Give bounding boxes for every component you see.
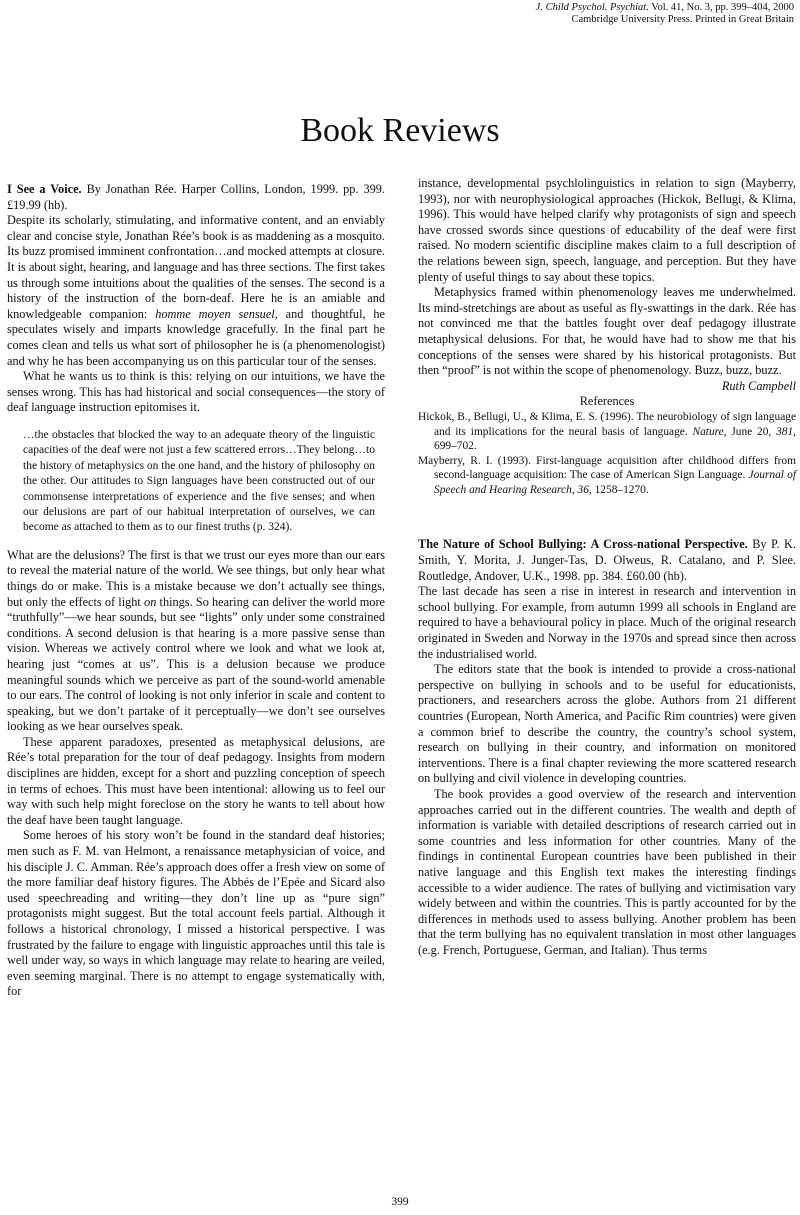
left-column [7,182,385,1000]
review-2-heading [418,537,796,584]
review-1-paragraph-6: Metaphysics framed within phenomenology leaves me underwhelmed. Its mind-stretchings are about as useful as fly-swattings in the dark. Rée has not convinced me that the battles fought over deaf pedagogy illustrate metaphysical delusions. For that, he would have had to show me that his conceptions of the senses were shared by his historical protagonists. But then “proof” is not within the scope of phenomenology. Buzz, buzz, buzz. [418,285,796,378]
paragraph-text: , and thoughtful, he speculates wisely and imparts knowledge gracefully. In the final part he comes clean and tells us what sort of philosopher he is (a phenomenologist) and why he has been accompanying us on this particular tour of the senses. [7,306,386,368]
paragraph-text: What are the delusions? The first is that we trust our eyes more than our ears to reveal the material nature of the world. We see things, but only hear what things do or make. This is a mistake because we don’t actually see things, but only the effects of light [7,547,385,609]
references-heading: References [579,394,635,409]
reference-journal: Nature [692,425,724,438]
review-2-paragraph-1: The last decade has seen a rise in interest in research and intervention in school bullying. For example, from autumn 1999 all schools in England are required to have a behavioural policy in place. Much of the original research originated in Sweden and Norway in the 1970s and spread since then across the industrialised world. [418,584,796,661]
review-1-heading [7,182,385,213]
journal-citation [536,2,794,14]
quote-text: …the obstacles that blocked the way to an adequate theory of the linguistic capacities of the deaf were not just a few scattered errors…They belong…to the history of metaphysics on the one hand, and the history of philosophy on the other. Our attitudes to Sign languages have been constructed out of our commonsense interpretations of experience and the five senses; and when our delusions are part of our habitual interpretation of ourselves, we can become as attached to them as to our finest truths (p. 324). [23,428,375,534]
reference-text: , June 20, [723,425,777,438]
journal-name: J. Child Psychol. Psychiat. [535,2,649,13]
reference-volume: 36 [577,483,589,496]
right-column [418,176,796,959]
emphasis-text: homme moyen sensuel [155,306,275,321]
block-quote [23,428,375,536]
review-2-book-title: The Nature of School Bullying: A Cross-national Perspective. [418,537,748,552]
page-number: 399 [391,1196,409,1208]
paragraph-text: Despite its scholarly, stimulating, and informative content, and an enviably clear and concise style, Jonathan Rée’s book is as maddening as a mosquito. Its buzz promised imminent confrontation…and mocked attempts at closure. It is about sight, hearing, and language and has three sections. The first takes us through some intuitions about the qualities of the senses. The second is a history of the instruction of the born-deaf. Here he is an amiable and knowledgeable companion: [7,213,385,321]
reference-text: , 699–702. [434,425,796,453]
review-1-paragraph-3 [7,548,385,735]
review-2-paragraph-3: The book provides a good overview of the research and intervention approaches carried out in the different countries. The wealth and depth of information is variable with detailed descriptions of research carried out in some countries and less information for other countries. Many of the findings in continental European countries have been published in their native language and this English text makes the interesting findings accessible to a wider audience. The rates of bullying and victimisation vary widely between and within the countries. This is partly accounted for by the differences in methods used to assess bullying. Another problem has been that the term bullying has no equivalent translation in most other languages (e.g. French, Portuguese, German, and Italian). Thus terms [418,786,796,957]
reference-text: , [571,483,578,496]
reviewer-name: Ruth Campbell [721,378,796,393]
review-2-book-meta: By P. K. Smith, Y. Morita, J. Junger-Tas, D. Olweus, R. Catalano, and P. Slee. Routledge, Andover, U.K., 1998. pp. 384. £60.00 (hb). [418,537,797,583]
review-1-paragraph-5: Some heroes of his story won’t be found in the standard deaf histories; men such as F. M. van Helmont, a renaissance metaphysician of voice, and his disciple J. C. Amman. Rée’s approach does offer a fresh view on some of the more familiar deaf history figures. The Abbés de l’Epée and Sicard also used speechreading and writing—they don’t line up as “pure sign” protagonists might suggest. But the total account feels partial. Although it follows a historical chronology, I missed a historical perspective. I was frustrated by the failure to engage with linguistic approaches until this tale is well under way, so ways in which language may relate to hearing are veiled, even seeming marginal. There is no attempt to engage systematically with, for [7,828,385,999]
reference-entry [418,410,796,454]
reference-text: Hickok, B., Bellugi, U., & Klima, E. S. (1996). The neurobiology of sign language and its implications for the neural basis of language. [418,410,796,438]
publisher-line: Cambridge University Press. Printed in Great Britain [571,14,794,25]
reference-journal: Journal of Speech and Hearing Research [434,469,796,496]
reference-text: Mayberry, R. I. (1993). First-language acquisition after childhood differs from second-language acquisition: The case of American Sign Language. [418,454,796,482]
journal-header [536,2,794,26]
paragraph-text: things. So hearing can deliver the world more “truthfully”—we hear sounds, but see “lights” only under some constrained conditions. A second delusion is that hearing is a more passive sense than vision. Whereas we actively control where we look and what we look at, hearing just “comes at us”. This is a delusion because we produce meaningful sounds which we perceive as part of the sound-world amenable to our ears. The control of looking is not only inferior in scale and content to speaking, but we don’t partake of it perceptually—we don’t see ourselves looking as we hear ourselves speak. [7,594,385,734]
review-1-paragraph-5-continued: instance, developmental psychlolinguistics in relation to sign (Mayberry, 1993), nor with neurophysiological approaches (Hickok, Bellugi, & Klima, 1996). This would have helped clarify why protagonists of sign and speech have crossed swords since questions of educability of the deaf were first raised. No modern scientific discipline makes claim to a full description of the relations beween sign, speech, language, and perception. But they have plenty of useful things to say about these topics. [418,176,796,284]
journal-volume: Vol. 41, No. 3, pp. 399–404, 2000 [651,2,794,13]
emphasis-text: on [144,594,157,609]
page-title: Book Reviews [300,111,500,149]
review-1-paragraph-1 [7,213,385,369]
reference-entry [418,454,796,498]
reference-text: , 1258–1270. [588,483,649,496]
review-1-book-title: I See a Voice. [7,182,82,196]
review-1-book-meta: By Jonathan Rée. Harper Collins, London, 1999. pp. 399. £19.99 (hb). [7,182,385,212]
reference-volume: 381 [776,425,794,438]
review-2-paragraph-2: The editors state that the book is intended to provide a cross-national perspective on bullying in schools and to be useful for educationists, practioners, and researchers across the globe. Authors from 21 different countries (European, North America, and Pacific Rim countries) were given a common brief to describe the country, the country’s school system, research on bullying in their country, and information on monitored interventions. There is a final chapter reviewing the more scattered research on bullying and civil violence in developing countries. [418,662,796,786]
review-1-paragraph-4: These apparent paradoxes, presented as metaphysical delusions, are Rée’s total preparation for the tour of deaf pedagogy. Insights from modern disciplines are hidden, except for a short and puzzling conception of speech in terms of echoes. This must have been intentional: allowing us to feel our way with such help might foreclose on the story he wants to tell about how the deaf have been taught language. [7,734,385,827]
review-1-paragraph-2: What he wants us to think is this: relying on our intuitions, we have the senses wrong. This has had historical and social consequences—the story of deaf language instruction epitomises it. [7,369,385,415]
